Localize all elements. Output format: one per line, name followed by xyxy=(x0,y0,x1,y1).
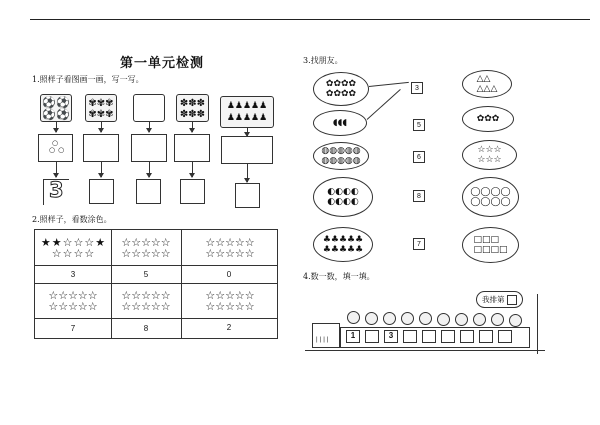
count-number: 7 xyxy=(70,324,76,333)
question-2-label: 2.照样子，看数涂色。 xyxy=(32,215,112,224)
animal-head xyxy=(491,313,504,326)
speech-bubble xyxy=(476,291,523,308)
stars-oval: ☆☆☆ ☆☆☆ xyxy=(462,140,517,170)
empty-picture-frame xyxy=(133,94,165,122)
write-digit-box[interactable] xyxy=(136,179,161,204)
squares-oval: □□□ □□□□ xyxy=(462,227,519,263)
apples-oval: ◍◍◍◍◍ ◍◍◍◍◍ xyxy=(313,142,369,170)
seat-window[interactable] xyxy=(403,330,417,343)
write-digit-box[interactable] xyxy=(89,179,114,204)
question-3-label: 3.找朋友。 xyxy=(303,56,343,65)
bees-oval: ✿✿✿✿ ✿✿✿✿ xyxy=(313,72,369,106)
animal-head xyxy=(401,312,414,325)
engine-label: |||| xyxy=(315,336,330,343)
animal-head xyxy=(365,312,378,325)
arrow-down xyxy=(56,162,57,177)
arrow-down xyxy=(192,122,193,132)
question-1-label: 1.照样子看图画一画，写一写。 xyxy=(32,75,144,84)
arrow-down xyxy=(247,164,248,182)
example-circles-box: ○ ○ ○ xyxy=(38,134,73,162)
number-box: 8 xyxy=(413,190,425,202)
train-engine xyxy=(312,323,340,348)
star-cell[interactable]: ☆☆☆☆☆ ☆☆☆☆☆ xyxy=(121,288,171,313)
flowers-oval: ✿✿✿ xyxy=(462,106,514,132)
triangles-oval: △△ △△△ xyxy=(462,70,512,98)
butterflies-picture: ✽✽✽ ✽✽✽ xyxy=(176,94,209,122)
count-number: 0 xyxy=(226,270,232,279)
arrow-down xyxy=(101,162,102,177)
count-number: 3 xyxy=(70,270,76,279)
seat-window[interactable] xyxy=(365,330,379,343)
question-4-label: 4.数一数，填一填。 xyxy=(303,272,375,281)
animal-head xyxy=(347,311,360,324)
example-digit-box xyxy=(43,179,68,204)
seat-window: 3 xyxy=(384,330,398,343)
star-cell[interactable]: ★ ★ ☆ ☆ ☆ ★ ☆ ☆ ☆ ☆ xyxy=(40,235,106,260)
arrow-down xyxy=(101,122,102,132)
star-cell[interactable]: ☆☆☆☆☆ ☆☆☆☆☆ xyxy=(205,288,255,313)
star-cell[interactable]: ☆☆☆☆☆ ☆☆☆☆☆ xyxy=(205,235,255,260)
star-cell[interactable]: ☆☆☆☆☆ ☆☆☆☆☆ xyxy=(121,235,171,260)
children-picture: ♟♟♟♟♟ ♟♟♟♟♟ xyxy=(220,96,274,128)
rabbits-oval: ◐◐◐◐ ◐◐◐◐ xyxy=(313,177,373,217)
write-digit-box[interactable] xyxy=(235,183,260,208)
star-cell[interactable]: ☆☆☆☆☆ ☆☆☆☆☆ xyxy=(48,288,98,313)
example-connector xyxy=(369,82,409,87)
crabs-oval: ♣♣♣♣♣ ♣♣♣♣♣ xyxy=(313,227,373,262)
seat-window[interactable] xyxy=(460,330,474,343)
draw-circles-box[interactable] xyxy=(174,134,210,162)
draw-circles-box[interactable] xyxy=(131,134,167,162)
seat-window[interactable] xyxy=(498,330,512,343)
seat-window[interactable] xyxy=(479,330,493,343)
arrow-down xyxy=(192,162,193,177)
seat-window[interactable] xyxy=(441,330,455,343)
arrow-down xyxy=(247,128,248,136)
example-digit: 3 xyxy=(49,178,64,202)
balls-picture: ⚽⚽ ⚽⚽ xyxy=(40,94,72,122)
animal-head xyxy=(437,313,450,326)
flowers-picture: ✾✾✾ ✾✾✾ xyxy=(85,94,117,122)
signal-pole xyxy=(537,294,538,354)
seat-window[interactable] xyxy=(422,330,436,343)
number-box: 6 xyxy=(413,151,425,163)
animal-head xyxy=(383,312,396,325)
seat-window: 1 xyxy=(346,330,360,343)
arrow-down xyxy=(149,162,150,177)
bananas-oval: ◖◖◖ xyxy=(313,110,367,136)
bubble-text: 我排第 xyxy=(482,295,505,304)
arrow-down xyxy=(149,122,150,132)
write-digit-box[interactable] xyxy=(180,179,205,204)
count-number: 8 xyxy=(143,324,149,333)
page-title: 第一单元检测 xyxy=(120,56,205,71)
eggs-oval: ◯◯◯◯ ◯◯◯◯ xyxy=(462,177,519,217)
bubble-answer-box[interactable] xyxy=(507,295,517,305)
count-number: 5 xyxy=(143,270,149,279)
animal-head xyxy=(455,313,468,326)
animal-head xyxy=(419,312,432,325)
animal-head xyxy=(473,313,486,326)
number-box: 7 xyxy=(413,238,425,250)
star-coloring-table xyxy=(34,229,278,339)
draw-circles-box[interactable] xyxy=(221,136,273,164)
arrow-down xyxy=(56,122,57,132)
count-number: 2 xyxy=(226,323,232,332)
example-connector xyxy=(367,89,401,120)
animal-head xyxy=(509,314,522,327)
rail-track xyxy=(305,350,545,351)
top-rule xyxy=(30,19,590,20)
number-box: 5 xyxy=(413,119,425,131)
draw-circles-box[interactable] xyxy=(83,134,119,162)
number-box: 3 xyxy=(411,82,423,94)
